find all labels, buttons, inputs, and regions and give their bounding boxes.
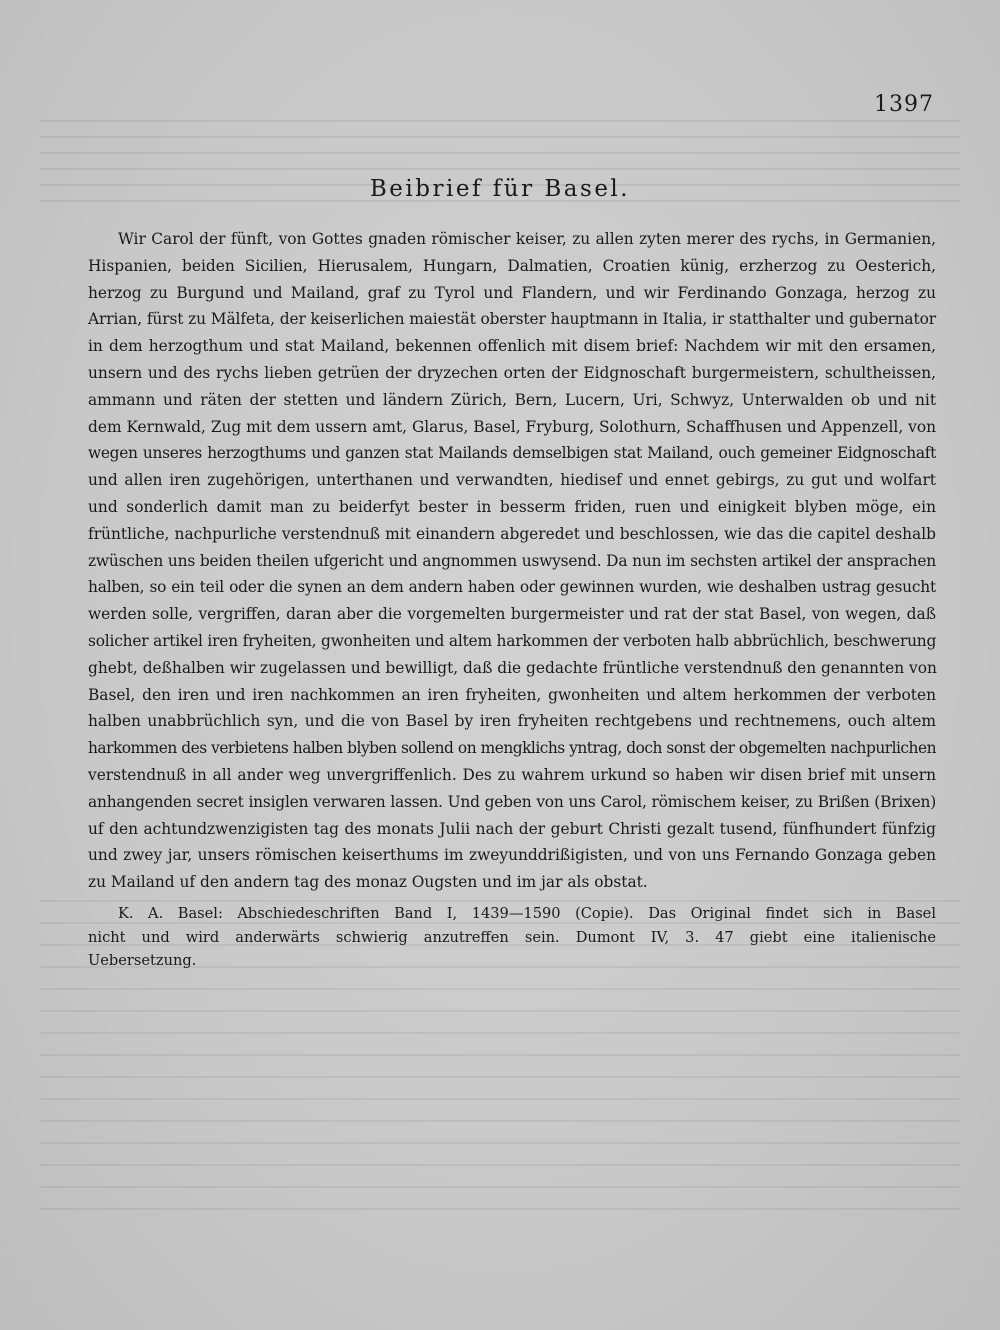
body-line: wegen unseres herzogthums und ganzen stat Mailands demselbigen stat Mailand, ouch gemeiner Eidgnoschaft [88,444,936,463]
body-line: Arrian, fürst zu Mälfeta, der keiserlichen maiestät oberster hauptmann in Italia, ir statthalter und gubernator [88,310,936,329]
letter-body [88,226,936,896]
body-line: zwüschen uns beiden theilen ufgericht und angnommen uswysend. Da nun im sechsten artikel der ansprachen [88,551,936,570]
source-note-line: nicht und wird anderwärts schwierig anzutreffen sein. Dumont IV, 3. 47 giebt eine italienische [88,928,936,946]
body-line: dem Kernwald, Zug mit dem ussern amt, Glarus, Basel, Fryburg, Solothurn, Schaffhusen und Appenzell, von [88,417,936,436]
body-line: und allen iren zugehörigen, unterthanen und verwandten, hiedisef und ennet gebirgs, zu gut und wolfart [88,471,936,490]
body-line: solicher artikel iren fryheiten, gwonheiten und altem harkommen der verboten halb abbrüchlich, beschwerung [88,631,937,650]
source-note [88,902,936,973]
body-line: früntliche, nachpurliche verstendnuß mit einandern abgeredet und beschlossen, wie das die capitel deshalb [88,524,936,543]
source-note-line: Uebersetzung. [88,952,197,969]
body-line: harkommen des verbietens halben blyben sollend on mengklichs yntrag, doch sonst der obgemelten nachpurlichen [88,739,936,758]
body-line: in dem herzogthum und stat Mailand, bekennen offenlich mit disem brief: Nachdem wir mit den ersamen, [88,337,936,356]
body-line: herzog zu Burgund und Mailand, graf zu Tyrol und Flandern, und wir Ferdinando Gonzaga, herzog zu [88,283,936,302]
body-line: Wir Carol der fünft, von Gottes gnaden römischer keiser, zu allen zyten merer des rychs, in Germanien, [118,230,936,248]
source-note-line: K. A. Basel: Abschiedeschriften Band I, 1439—1590 (Copie). Das Original findet sich in Basel [118,905,936,922]
body-line: Hispanien, beiden Sicilien, Hierusalem, Hungarn, Dalmatien, Croatien künig, erzherzog zu Oesterich, [88,256,936,275]
body-line: verstendnuß in all ander weg unvergriffenlich. Des zu wahrem urkund so haben wir disen brief mit unsern [88,765,936,784]
body-line: und sonderlich damit man zu beiderfyt bester in besserm friden, ruen und einigkeit blyben möge, ein [88,497,936,516]
body-line: Basel, den iren und iren nachkommen an iren fryheiten, gwonheiten und altem herkommen der verboten [88,685,936,704]
body-line: und zwey jar, unsers römischen keiserthums im zweyunddrißigisten, und von uns Fernando Gonzaga geben [88,846,936,865]
body-line: werden solle, vergriffen, daran aber die vorgemelten burgermeister und rat der stat Basel, von wegen, daß [88,605,936,624]
body-line: ghebt, deßhalben wir zugelassen und bewilligt, daß die gedachte früntliche verstendnuß den genannten von [88,658,937,677]
body-line: ammann und räten der stetten und ländern Zürich, Bern, Lucern, Uri, Schwyz, Unterwalden ob und nit [88,390,936,409]
body-line: anhangenden secret insiglen verwaren lassen. Und geben von uns Carol, römischem keiser, zu Brißen (Brixen) [88,792,936,811]
body-line: unsern und des rychs lieben getrüen der dryzechen orten der Eidgnoschaft burgermeistern, schultheissen, [88,363,936,382]
document-title: Beibrief für Basel. [369,176,631,202]
body-line: uf den achtundzwenzigisten tag des monats Julii nach der geburt Christi gezalt tusend, fünfhundert fünfzig [88,819,936,838]
body-line: halben, so ein teil oder die synen an dem andern haben oder gewinnen wurden, wie deshalben ustrag gesucht [88,578,936,597]
page-number: 1397 [874,92,934,117]
body-line: halben unabbrüchlich syn, und die von Basel by iren fryheiten rechtgebens und rechtnemens, ouch altem [88,712,936,731]
body-line: zu Mailand uf den andern tag des monaz Ougsten und im jar als obstat. [88,873,648,892]
